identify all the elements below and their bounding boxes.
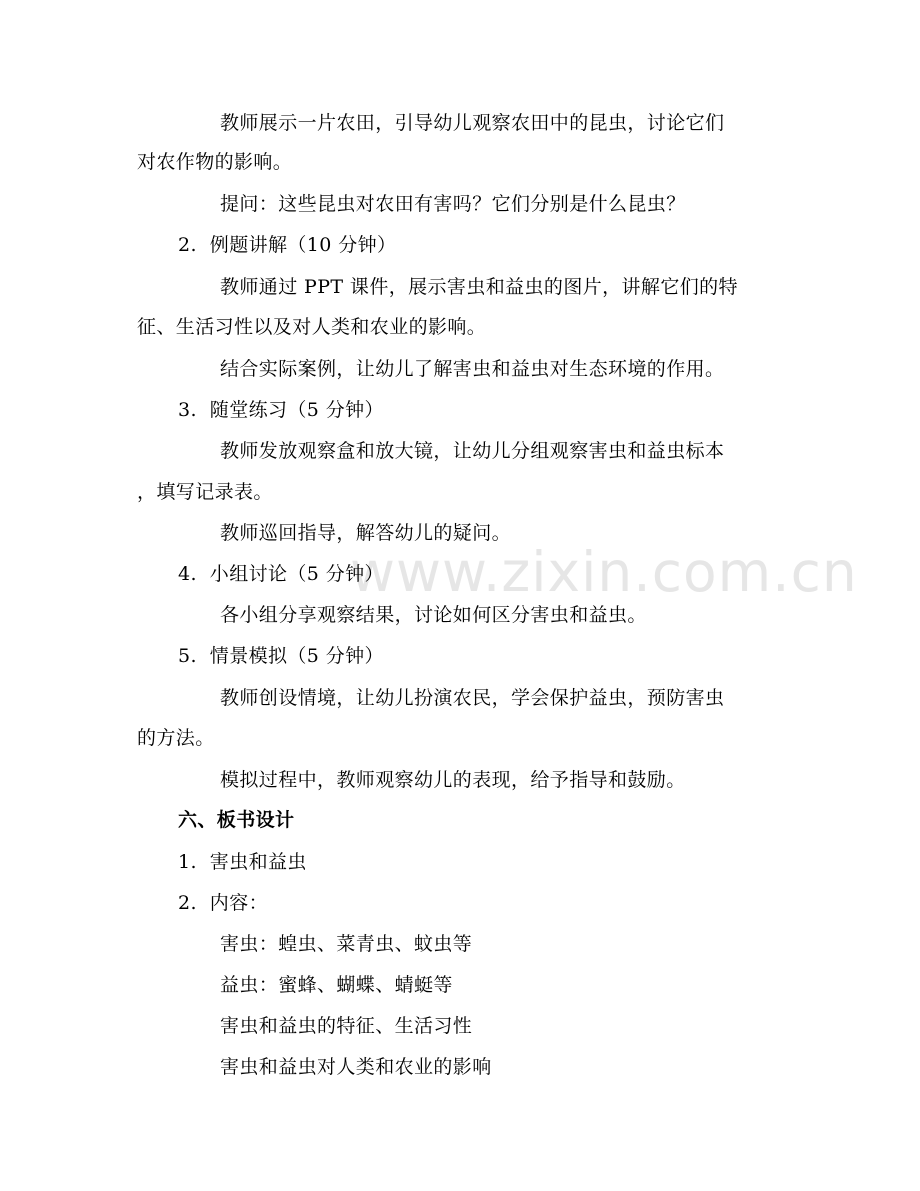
paragraph-line: 对农作物的影响。 — [137, 151, 293, 173]
list-item: 1. 害虫和益虫 — [178, 851, 307, 873]
list-item: 2. 内容： — [178, 892, 269, 914]
paragraph-line: 教师创设情境，让幼儿扮演农民，学会保护益虫，预防害虫 — [220, 687, 725, 709]
content-line: 害虫和益虫对人类和农业的影响 — [220, 1056, 492, 1078]
content-line: 害虫和益虫的特征、生活习性 — [220, 1015, 473, 1037]
paragraph-line: 的方法。 — [137, 727, 215, 749]
list-item-heading: 4. 小组讨论（5 分钟） — [178, 563, 384, 585]
watermark: www.zixin.com.cn — [350, 540, 858, 604]
paragraph-line: 结合实际案例，让幼儿了解害虫和益虫对生态环境的作用。 — [220, 358, 725, 380]
paragraph-line: 提问：这些昆虫对农田有害吗？它们分别是什么昆虫？ — [220, 193, 686, 215]
content-line: 益虫：蜜蜂、蝴蝶、蜻蜓等 — [220, 974, 453, 996]
list-item-heading: 5. 情景模拟（5 分钟） — [178, 645, 384, 667]
paragraph-line: 教师发放观察盒和放大镜，让幼儿分组观察害虫和益虫标本 — [220, 440, 725, 462]
content-line: 害虫：蝗虫、菜青虫、蚊虫等 — [220, 933, 473, 955]
paragraph-line: 教师展示一片农田，引导幼儿观察农田中的昆虫，讨论它们 — [220, 112, 725, 134]
paragraph-line: 模拟过程中，教师观察幼儿的表现，给予指导和鼓励。 — [220, 769, 686, 791]
list-item-heading: 2. 例题讲解（10 分钟） — [178, 234, 397, 256]
list-item-heading: 3. 随堂练习（5 分钟） — [178, 399, 384, 421]
paragraph-line: 征、生活习性以及对人类和农业的影响。 — [137, 316, 487, 338]
paragraph-line: 各小组分享观察结果，讨论如何区分害虫和益虫。 — [220, 604, 647, 626]
paragraph-line: 教师通过 PPT 课件，展示害虫和益虫的图片，讲解它们的特 — [220, 276, 738, 298]
paragraph-line: ，填写记录表。 — [137, 481, 273, 503]
section-heading: 六、板书设计 — [178, 809, 295, 831]
paragraph-line: 教师巡回指导，解答幼儿的疑问。 — [220, 522, 512, 544]
